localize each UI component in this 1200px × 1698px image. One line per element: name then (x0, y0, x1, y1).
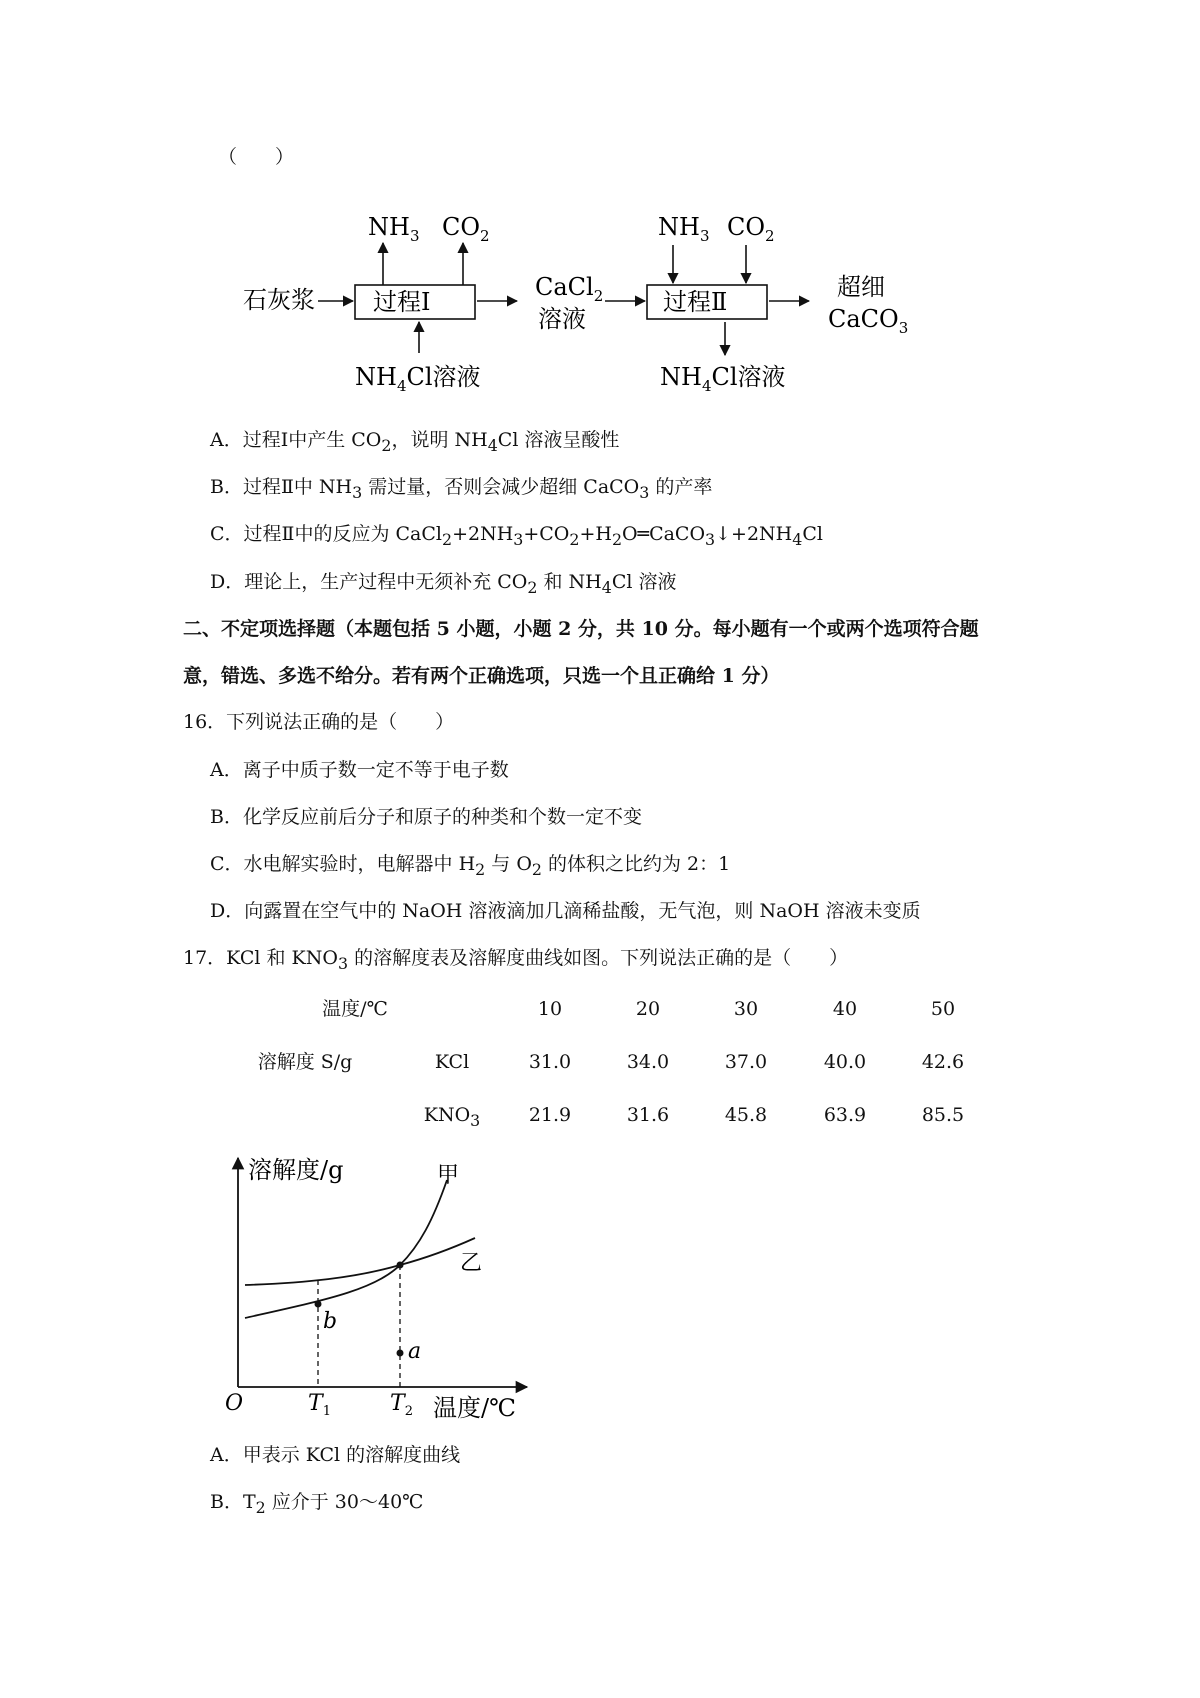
caco3-product-label: CaCO$_3$ (828, 305, 909, 337)
temp-header: 温度/℃ (322, 998, 388, 1020)
intersection-point (397, 1262, 404, 1269)
t1-label: $T_1$ (308, 1391, 331, 1419)
q15-option-a: A．过程Ⅰ中产生 $CO_2$，说明 $NH_4Cl$ 溶液呈酸性 (210, 429, 620, 455)
co2-input-label: $CO_2$ (727, 213, 775, 245)
q16-option-c: C．水电解实验时，电解器中 $H_2$ 与 $O_2$ 的体积之比约为 2：1 (210, 853, 731, 879)
kno3-value: 45.8 (724, 1104, 768, 1126)
kcl-value: 34.0 (626, 1051, 670, 1073)
section-2-heading-line-2: 意，错选、多选不给分。若有两个正确选项，只选一个且正确给 1 分） (183, 665, 780, 687)
kcl-value: 31.0 (528, 1051, 572, 1073)
temp-cell: 20 (635, 998, 661, 1020)
curve-yi-label: 乙 (460, 1251, 483, 1276)
temp-cell: 10 (537, 998, 563, 1020)
process-2-label: 过程Ⅱ (663, 288, 728, 316)
origin-label: O (225, 1391, 244, 1416)
q16-option-d: D．向露置在空气中的 NaOH 溶液滴加几滴稀盐酸，无气泡，则 NaOH 溶液未变质 (210, 900, 921, 922)
temp-cell: 30 (733, 998, 759, 1020)
q16-stem: 16．下列说法正确的是（ ） (183, 711, 455, 733)
kcl-row-label: KCl (434, 1051, 470, 1073)
q15-option-c: C．过程Ⅱ中的反应为 $CaCl_2+2NH_3+CO_2+H_2O═CaCO_3↓+2NH_4Cl$ (210, 523, 823, 549)
answer-bracket: （ ） (218, 146, 295, 168)
nh4cl-input-label: $NH_4Cl$溶液 (355, 363, 481, 395)
y-axis-label: 溶解度/g (248, 1156, 344, 1184)
co2-output-label: $CO_2$ (442, 213, 490, 245)
process-flow-diagram (205, 195, 950, 405)
temp-cell: 50 (930, 998, 956, 1020)
q15-option-d: D．理论上，生产过程中无须补充 $CO_2$ 和 $NH_4Cl$ 溶液 (210, 571, 677, 597)
nh3-output-label: $NH_3$ (368, 213, 420, 245)
point-b-label: b (323, 1309, 338, 1334)
cacl2-solution-label: 溶液 (538, 305, 586, 333)
temp-cell: 40 (832, 998, 858, 1020)
q17-option-a: A．甲表示 KCl 的溶解度曲线 (210, 1444, 461, 1466)
kcl-value: 42.6 (921, 1051, 965, 1073)
q17-option-b: B．$T_2$ 应介于 30～40℃ (210, 1491, 424, 1517)
ultrafine-label: 超细 (837, 273, 885, 301)
section-2-heading-line-1: 二、不定项选择题（本题包括 5 小题，小题 2 分，共 10 分。每小题有一个或两个选项符合题 (183, 618, 979, 640)
kno3-value: 63.9 (823, 1104, 867, 1126)
kcl-value: 37.0 (724, 1051, 768, 1073)
cacl2-label: CaCl$_2$ (535, 273, 604, 305)
t2-label: $T_2$ (390, 1391, 413, 1419)
q17-stem: 17．KCl 和 $KNO_3$ 的溶解度表及溶解度曲线如图。下列说法正确的是（ ） (183, 947, 849, 973)
q15-option-b: B．过程Ⅱ中 $NH_3$ 需过量，否则会减少超细 CaCO$_3$ 的产率 (210, 476, 713, 502)
point-a (397, 1350, 404, 1357)
curve-jia (245, 1180, 447, 1318)
kcl-value: 40.0 (823, 1051, 867, 1073)
curve-yi (245, 1238, 475, 1285)
kno3-value: 85.5 (921, 1104, 965, 1126)
curve-jia-label: 甲 (437, 1163, 460, 1188)
nh4cl-output-label: $NH_4Cl$溶液 (660, 363, 786, 395)
point-a-label: a (408, 1339, 422, 1364)
solubility-header: 溶解度 S/g (257, 1051, 353, 1073)
x-axis-label: 温度/℃ (433, 1394, 516, 1420)
nh3-input-label: $NH_3$ (658, 213, 710, 245)
lime-slurry-label: 石灰浆 (243, 286, 315, 314)
q16-option-a: A．离子中质子数一定不等于电子数 (210, 759, 509, 781)
solubility-curve-diagram (215, 1150, 535, 1420)
kno3-value: 21.9 (528, 1104, 572, 1126)
process-1-label: 过程Ⅰ (373, 288, 431, 316)
kno3-value: 31.6 (626, 1104, 670, 1126)
point-b (315, 1301, 322, 1308)
q16-option-b: B．化学反应前后分子和原子的种类和个数一定不变 (210, 806, 642, 828)
kno3-row-label: $KNO_3$ (423, 1104, 481, 1130)
